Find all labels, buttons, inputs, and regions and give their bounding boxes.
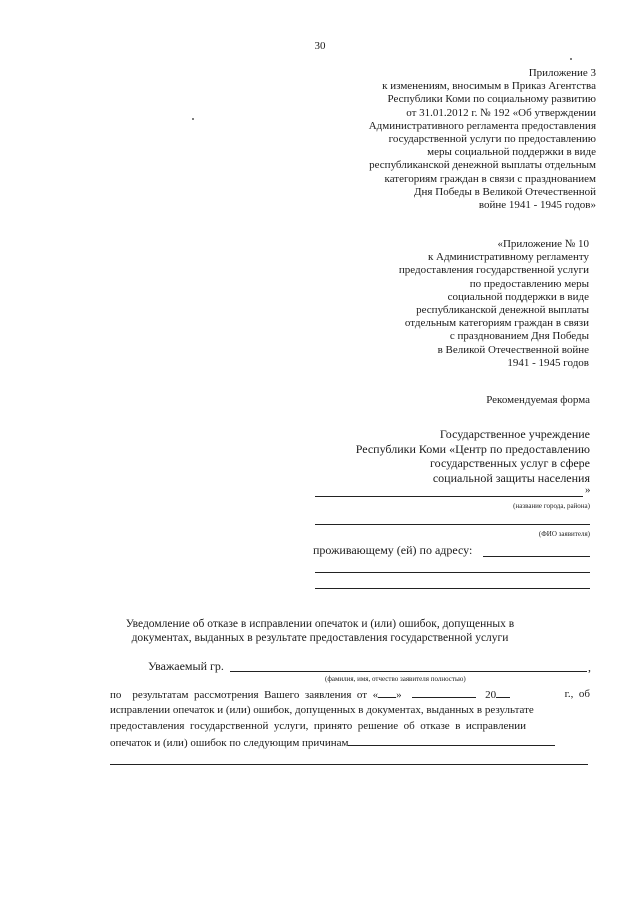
recommended-form-label: Рекомендуемая форма [486, 394, 590, 406]
body-line-3: предоставления государственной услуги, принято решение об отказе в исправлении [110, 720, 527, 732]
city-field-line[interactable] [315, 496, 583, 497]
scan-speck [192, 118, 194, 120]
applicant-name-line[interactable] [230, 671, 587, 672]
address-field-line-1[interactable] [483, 556, 590, 557]
notice-title-line-1: Уведомление об отказе в исправлении опечаток и (или) ошибок, допущенных в [125, 618, 515, 630]
body-line-4 [110, 734, 590, 751]
fio-caption: (ФИО заявителя) [538, 530, 590, 538]
address-field-line-2[interactable] [315, 572, 590, 573]
institution-line-1: Государственное учреждение [439, 427, 590, 441]
body-paragraph [110, 686, 590, 751]
appendix-10-line-8: с празднованием Дня Победы [449, 330, 589, 343]
body-line-1-end: г., об [564, 688, 590, 700]
date-year-field[interactable] [496, 686, 510, 698]
appendix-3-line-8: республиканской денежной выплаты отдельным [369, 159, 596, 172]
appendix-10-line-6: республиканской денежной выплаты [416, 304, 589, 317]
appendix-3-header [369, 67, 596, 212]
address-label: проживающему (ей) по адресу: [313, 543, 473, 557]
closing-quote: » [585, 484, 591, 496]
appendix-3-line-11: войне 1941 - 1945 годов» [478, 199, 596, 212]
reasons-field-line-1[interactable] [348, 734, 555, 746]
institution-name [356, 427, 590, 485]
salutation-label: Уважаемый гр. [148, 659, 224, 673]
appendix-3-line-10: Дня Победы в Великой Отечественной [414, 185, 596, 198]
institution-line-2: Республики Коми «Центр по предоставлению [355, 441, 590, 456]
appendix-3-line-3: Республики Коми по социальному развитию [387, 93, 596, 106]
appendix-10-line-5: социальной поддержки в виде [447, 290, 589, 303]
appendix-3-line-2: к изменениям, вносимым в Приказ Агентства [382, 80, 596, 93]
appendix-10-line-4: по предоставлению меры [469, 277, 589, 290]
notice-title [0, 617, 640, 645]
body-line-1-year: 20 [485, 689, 497, 701]
body-line-4-text: опечаток и (или) ошибок по следующим причинам [110, 737, 349, 749]
notice-title-line-2: документах, выданных в результате предоставления государственной услуги [131, 632, 509, 644]
page-number: 30 [314, 40, 326, 52]
date-month-field[interactable] [412, 686, 476, 698]
appendix-10-line-7: отдельным категориям граждан в связи [404, 317, 589, 330]
body-line-1-quote: » [396, 689, 402, 701]
appendix-3-line-6: государственной услуги по предоставлению [388, 133, 596, 146]
appendix-10-line-3: предоставления государственной услуги [398, 264, 589, 277]
salutation-comma: , [588, 660, 591, 674]
appendix-3-line-4: от 31.01.2012 г. № 192 «Об утверждении [406, 106, 596, 119]
appendix-10-header [399, 238, 589, 370]
body-line-1 [110, 686, 590, 702]
fio-field-line[interactable] [315, 524, 590, 525]
institution-line-4: социальной защиты населения [432, 470, 590, 485]
appendix-10-line-2: к Административному регламенту [427, 251, 589, 264]
appendix-3-line-1: Приложение 3 [528, 67, 596, 79]
appendix-10-line-1: «Приложение № 10 [497, 238, 589, 250]
city-caption: (название города, района) [513, 502, 590, 510]
appendix-3-line-9: категориям граждан в связи с празднованием [384, 172, 596, 185]
appendix-10-line-10: 1941 - 1945 годов [507, 356, 589, 369]
appendix-3-line-7: меры социальной поддержки в виде [427, 146, 596, 159]
address-field-line-3[interactable] [315, 588, 590, 589]
date-day-field[interactable] [378, 686, 396, 698]
appendix-3-line-5: Административного регламента предоставления [368, 119, 596, 132]
body-line-2: исправлении опечаток и (или) ошибок, допущенных в документах, выданных в результате [110, 704, 534, 716]
scan-speck [570, 58, 572, 60]
institution-line-3: государственных услуг в сфере [430, 456, 590, 470]
appendix-10-line-9: в Великой Отечественной войне [437, 343, 589, 356]
applicant-name-caption: (фамилия, имя, отчество заявителя полностью) [325, 675, 466, 683]
body-line-1-text: по результатам рассмотрения Вашего заявления от « [110, 689, 379, 701]
reasons-field-line-2[interactable] [110, 764, 588, 765]
